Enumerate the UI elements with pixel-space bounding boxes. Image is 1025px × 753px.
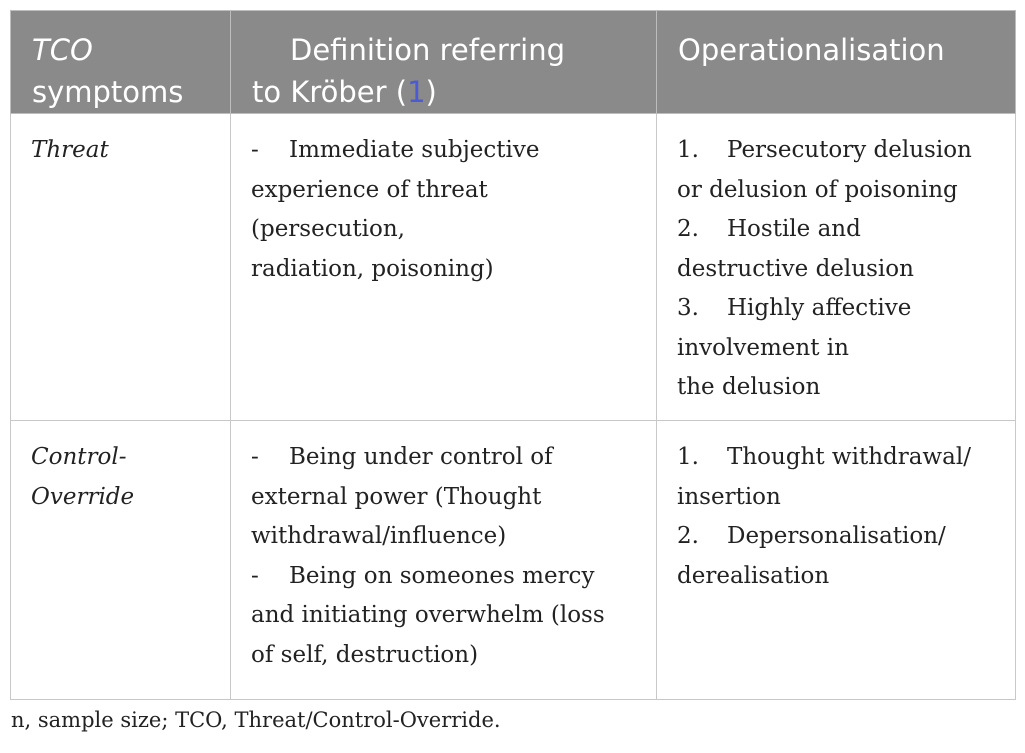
symptom-cell — [11, 114, 231, 421]
definition-cell — [231, 421, 657, 700]
symptom-cell — [11, 421, 231, 700]
operationalisation-line: 2. Depersonalisation/ — [677, 523, 946, 549]
operationalisation-cell — [657, 114, 1016, 421]
operationalisation-line: 3. Highly affective — [677, 295, 912, 321]
header-definition-line1: Definition referring — [290, 33, 566, 67]
operationalisation-line: derealisation — [677, 562, 830, 589]
header-definition — [231, 11, 657, 114]
definition-line: radiation, poisoning) — [251, 255, 494, 282]
definition-line: - Being under control of — [251, 444, 553, 470]
definition-line: (persecution, — [251, 216, 405, 242]
header-tco-symptoms-line1: TCO — [32, 33, 93, 67]
symptom-label-line2: Override — [31, 483, 135, 510]
table-header-row — [11, 11, 1016, 114]
definition-line: of self, destruction) — [251, 641, 479, 668]
header-definition-line2: to Kröber ( — [252, 75, 408, 109]
header-operationalisation — [657, 11, 1016, 114]
operationalisation-line: 2. Hostile and — [677, 216, 861, 242]
definition-line: and initiating overwhelm (loss — [251, 602, 605, 628]
header-operationalisation-label: Operationalisation — [678, 33, 945, 67]
definition-line: - Immediate subjective — [251, 137, 540, 163]
header-definition-line2-end: ) — [425, 75, 437, 109]
operationalisation-line: 1. Persecutory delusion — [677, 137, 972, 163]
operationalisation-line: or delusion of poisoning — [677, 176, 958, 203]
operationalisation-line: destructive delusion — [677, 255, 914, 282]
symptom-label: Threat — [31, 137, 109, 163]
operationalisation-line: involvement in — [677, 334, 849, 361]
definition-line: - Being on someones mercy — [251, 562, 595, 589]
symptom-label: Control- — [31, 444, 127, 470]
operationalisation-line: the delusion — [677, 374, 821, 400]
operationalisation-line: 1. Thought withdrawal/ — [677, 444, 971, 470]
table-footnote: n, sample size; TCO, Threat/Control-Override. — [11, 708, 501, 732]
table-row — [11, 114, 1016, 421]
citation-link[interactable]: 1 — [407, 75, 426, 109]
definition-line: withdrawal/influence) — [251, 523, 507, 549]
header-tco-symptoms — [11, 11, 231, 114]
table-row — [11, 421, 1016, 700]
header-tco-symptoms-line2: symptoms — [32, 75, 184, 109]
tco-table — [10, 10, 1016, 700]
definition-line: external power (Thought — [251, 483, 542, 510]
definition-cell — [231, 114, 657, 421]
operationalisation-cell — [657, 421, 1016, 700]
operationalisation-line: insertion — [677, 483, 781, 510]
definition-line: experience of threat — [251, 176, 488, 203]
